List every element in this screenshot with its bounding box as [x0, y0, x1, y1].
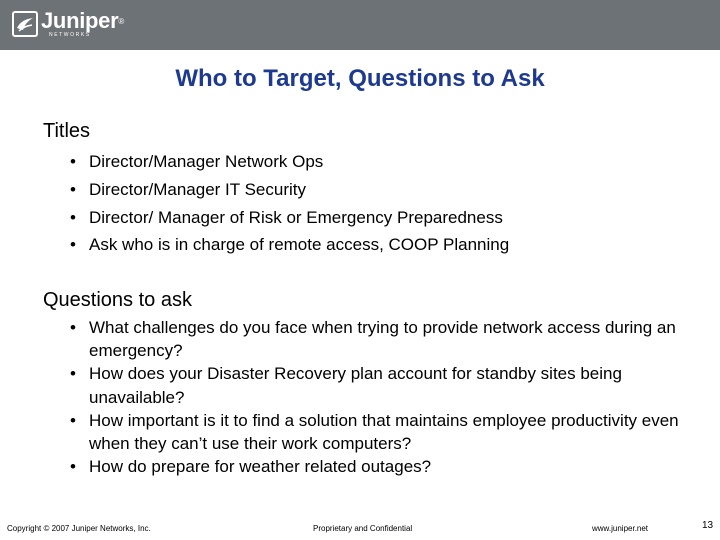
list-item [70, 148, 509, 176]
list-item-text: How does your Disaster Recovery plan account for standby sites being unavailable? [89, 364, 622, 407]
bullet: • [70, 318, 76, 337]
list-item-text: Director/ Manager of Risk or Emergency Preparedness [89, 207, 503, 227]
titles-list [70, 148, 509, 259]
bullet: • [70, 235, 76, 255]
questions-list [70, 316, 690, 478]
header-bar [0, 0, 720, 50]
footer-confidential: Proprietary and Confidential [313, 524, 413, 533]
juniper-bird-logo-icon [12, 11, 38, 37]
bullet: • [70, 207, 76, 227]
list-item [70, 362, 690, 408]
bullet: • [70, 179, 76, 199]
bullet: • [70, 364, 76, 384]
list-item-text: How do prepare for weather related outages? [89, 457, 432, 477]
list-item-text: What challenges do you face when trying to provide network access during an emergency? [89, 318, 676, 361]
page-number: 13 [702, 520, 714, 531]
list-item-text: Director/Manager Network Ops [89, 152, 324, 171]
logo-registered-mark: ® [118, 17, 124, 26]
slide-title: Who to Target, Questions to Ask [175, 65, 545, 92]
footer-url: www.juniper.net [592, 524, 649, 533]
list-item-text: Director/Manager IT Security [89, 179, 306, 199]
list-item-text: How important is it to find a solution that maintains employee productivity even when they can’t use their work computers? [89, 410, 679, 454]
list-item [70, 409, 690, 455]
questions-heading: Questions to ask [43, 289, 192, 311]
list-item [70, 176, 509, 204]
titles-heading: Titles [43, 120, 91, 142]
juniper-logo [12, 8, 124, 41]
list-item [70, 204, 509, 232]
bullet: • [70, 152, 76, 171]
list-item [70, 316, 690, 362]
logo-subtext: NETWORKS [49, 32, 91, 38]
logo-wordmark: Juniper [41, 8, 119, 33]
bullet: • [70, 457, 76, 477]
list-item-text: Ask who is in charge of remote access, COOP Planning [89, 235, 510, 255]
list-item [70, 455, 690, 478]
list-item [70, 231, 509, 259]
bullet: • [70, 410, 76, 430]
footer-copyright: Copyright © 2007 Juniper Networks, Inc. [7, 524, 151, 533]
